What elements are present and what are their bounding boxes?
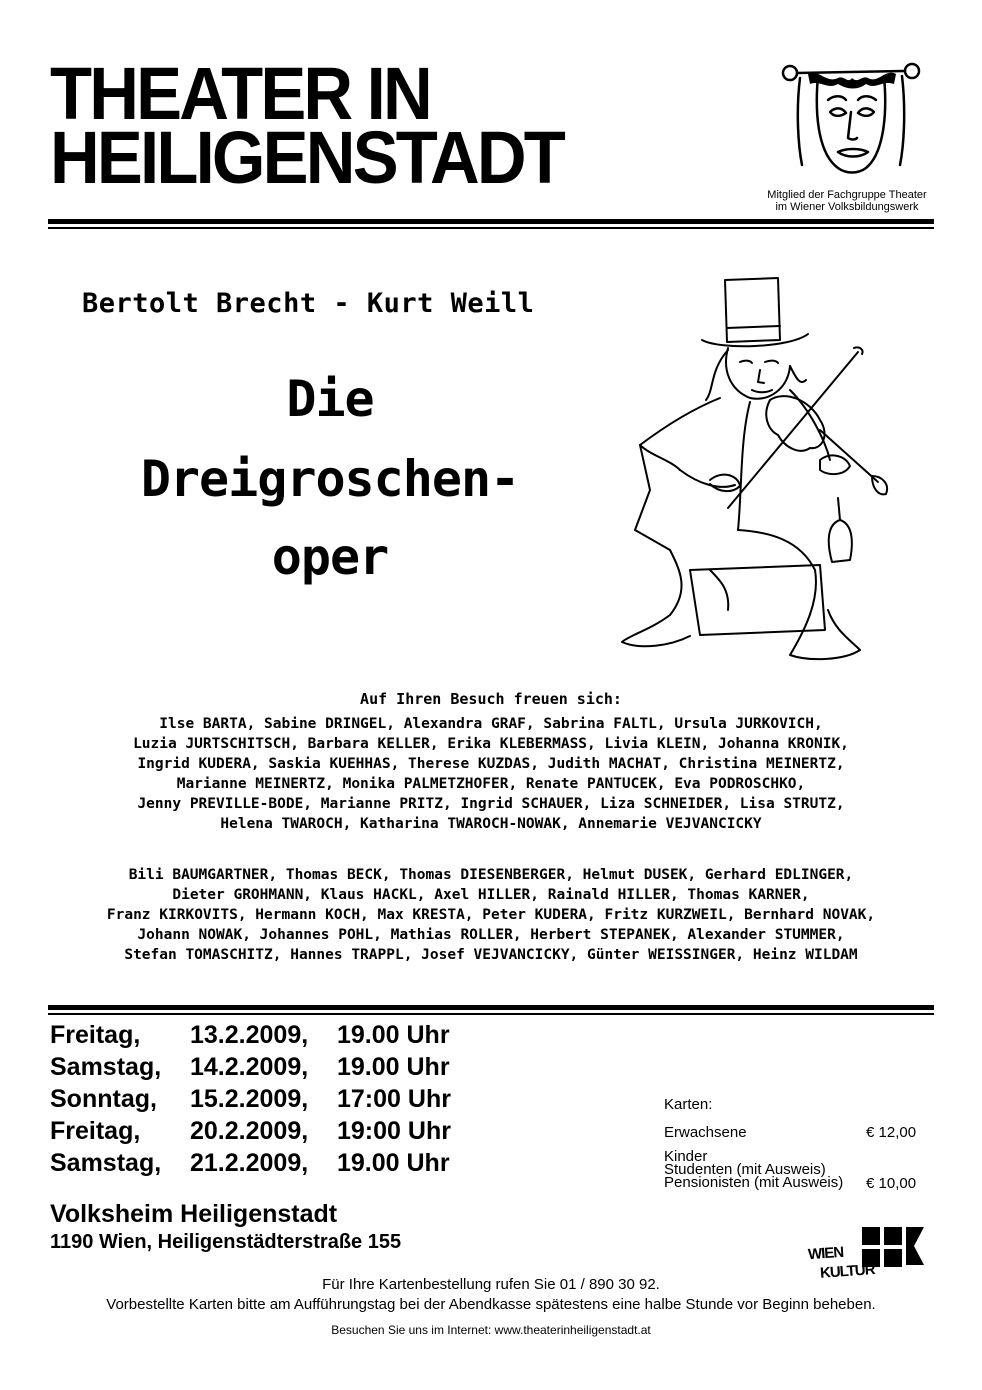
footer-phone: Für Ihre Kartenbestellung rufen Sie 01 / 890 30 92.	[322, 1276, 660, 1293]
cast-line: Ingrid KUDERA, Saskia KUEHHAS, Therese KUZDAS, Judith MACHAT, Christina MEINERTZ,	[137, 756, 845, 772]
play-title-line1: Die	[286, 370, 374, 428]
header-rule-thick	[48, 219, 934, 224]
performance-time: 19.00 Uhr	[337, 1021, 450, 1049]
membership-line1: Mitglied der Fachgruppe Theater	[767, 189, 927, 201]
tickets-heading: Karten:	[664, 1096, 713, 1113]
tickets-reduced-label-3: Pensionisten (mit Ausweis)	[664, 1174, 844, 1191]
play-title-line3: oper	[271, 528, 389, 586]
performance-date: 13.2.2009,	[190, 1021, 309, 1049]
performance-date: 20.2.2009,	[190, 1117, 309, 1145]
dates-rule-thick	[48, 1005, 934, 1010]
performance-time: 19.00 Uhr	[337, 1149, 450, 1177]
cast-women-list	[48, 714, 934, 834]
footer-website: Besuchen Sie uns im Internet: www.theaterinheiligenstadt.at	[331, 1323, 651, 1337]
cast-greeting: Auf Ihren Besuch freuen sich:	[360, 690, 622, 708]
cast-line: Luzia JURTSCHITSCH, Barbara KELLER, Erika KLEBERMASS, Livia KLEIN, Johanna KRONIK,	[133, 736, 849, 752]
cast-line: Ilse BARTA, Sabine DRINGEL, Alexandra GRAF, Sabrina FALTL, Ursula JURKOVICH,	[159, 716, 823, 732]
performance-date: 14.2.2009,	[190, 1053, 309, 1081]
tickets-reduced-label-1: Kinder	[664, 1148, 708, 1165]
cast-line: Helena TWAROCH, Katharina TWAROCH-NOWAK, Annemarie VEJVANCICKY	[220, 816, 762, 832]
theater-mask-icon	[778, 60, 923, 180]
tickets-adults-label: Erwachsene	[664, 1124, 747, 1141]
dates-rule-thin	[48, 1013, 934, 1015]
wien-kultur-logo-line1: WIEN	[807, 1243, 844, 1264]
cast-line: Stefan TOMASCHITZ, Hannes TRAPPL, Josef VEJVANCICKY, Günter WEISSINGER, Heinz WILDAM	[124, 947, 858, 963]
tickets-reduced-price: € 10,00	[866, 1175, 917, 1192]
membership-line2: im Wiener Volksbildungswerk	[775, 201, 919, 213]
venue-name: Volksheim Heiligenstadt	[50, 1200, 338, 1228]
venue-address: 1190 Wien, Heiligenstädterstraße 155	[50, 1231, 402, 1253]
performance-time: 19.00 Uhr	[337, 1053, 450, 1081]
performance-time: 17:00 Uhr	[337, 1085, 451, 1113]
performance-day: Freitag,	[50, 1021, 141, 1049]
tickets-adults-price: € 12,00	[866, 1124, 917, 1141]
play-title-line2: Dreigroschen-	[140, 450, 520, 508]
membership-note	[752, 189, 942, 213]
performance-day: Sonntag,	[50, 1085, 157, 1113]
performance-day: Samstag,	[50, 1149, 162, 1177]
cast-men-list	[48, 865, 934, 965]
authors: Bertolt Brecht - Kurt Weill	[82, 288, 535, 319]
theater-title-line2: HEILIGENSTADT	[50, 116, 564, 199]
violinist-illustration	[610, 270, 900, 670]
performance-time: 19:00 Uhr	[337, 1117, 451, 1145]
performance-date: 21.2.2009,	[190, 1149, 309, 1177]
header-rule-thin	[48, 227, 934, 229]
footer-pickup: Vorbestellte Karten bitte am Aufführungstag bei der Abendkasse spätestens eine halbe Stunde vor Beginn beheben.	[106, 1296, 876, 1313]
cast-line: Marianne MEINERTZ, Monika PALMETZHOFER, Renate PANTUCEK, Eva PODROSCHKO,	[176, 776, 806, 792]
cast-line: Dieter GROHMANN, Klaus HACKL, Axel HILLER, Rainald HILLER, Thomas KARNER,	[172, 887, 810, 903]
performance-date: 15.2.2009,	[190, 1085, 309, 1113]
cast-line: Franz KIRKOVITS, Hermann KOCH, Max KRESTA, Peter KUDERA, Fritz KURZWEIL, Bernhard NOVAK,	[106, 907, 876, 923]
wien-kultur-logo-line2: KULTUR	[819, 1261, 876, 1282]
cast-line: Jenny PREVILLE-BODE, Marianne PRITZ, Ingrid SCHAUER, Liza SCHNEIDER, Lisa STRUTZ,	[137, 796, 845, 812]
cast-line: Bili BAUMGARTNER, Thomas BECK, Thomas DIESENBERGER, Helmut DUSEK, Gerhard EDLINGER,	[128, 867, 854, 883]
performance-day: Samstag,	[50, 1053, 162, 1081]
theater-title-line1: THEATER IN	[50, 52, 430, 135]
tickets-reduced-label-2: Studenten (mit Ausweis)	[664, 1161, 826, 1178]
performance-day: Freitag,	[50, 1117, 141, 1145]
cast-line: Johann NOWAK, Johannes POHL, Mathias ROLLER, Herbert STEPANEK, Alexander STUMMER,	[137, 927, 845, 943]
